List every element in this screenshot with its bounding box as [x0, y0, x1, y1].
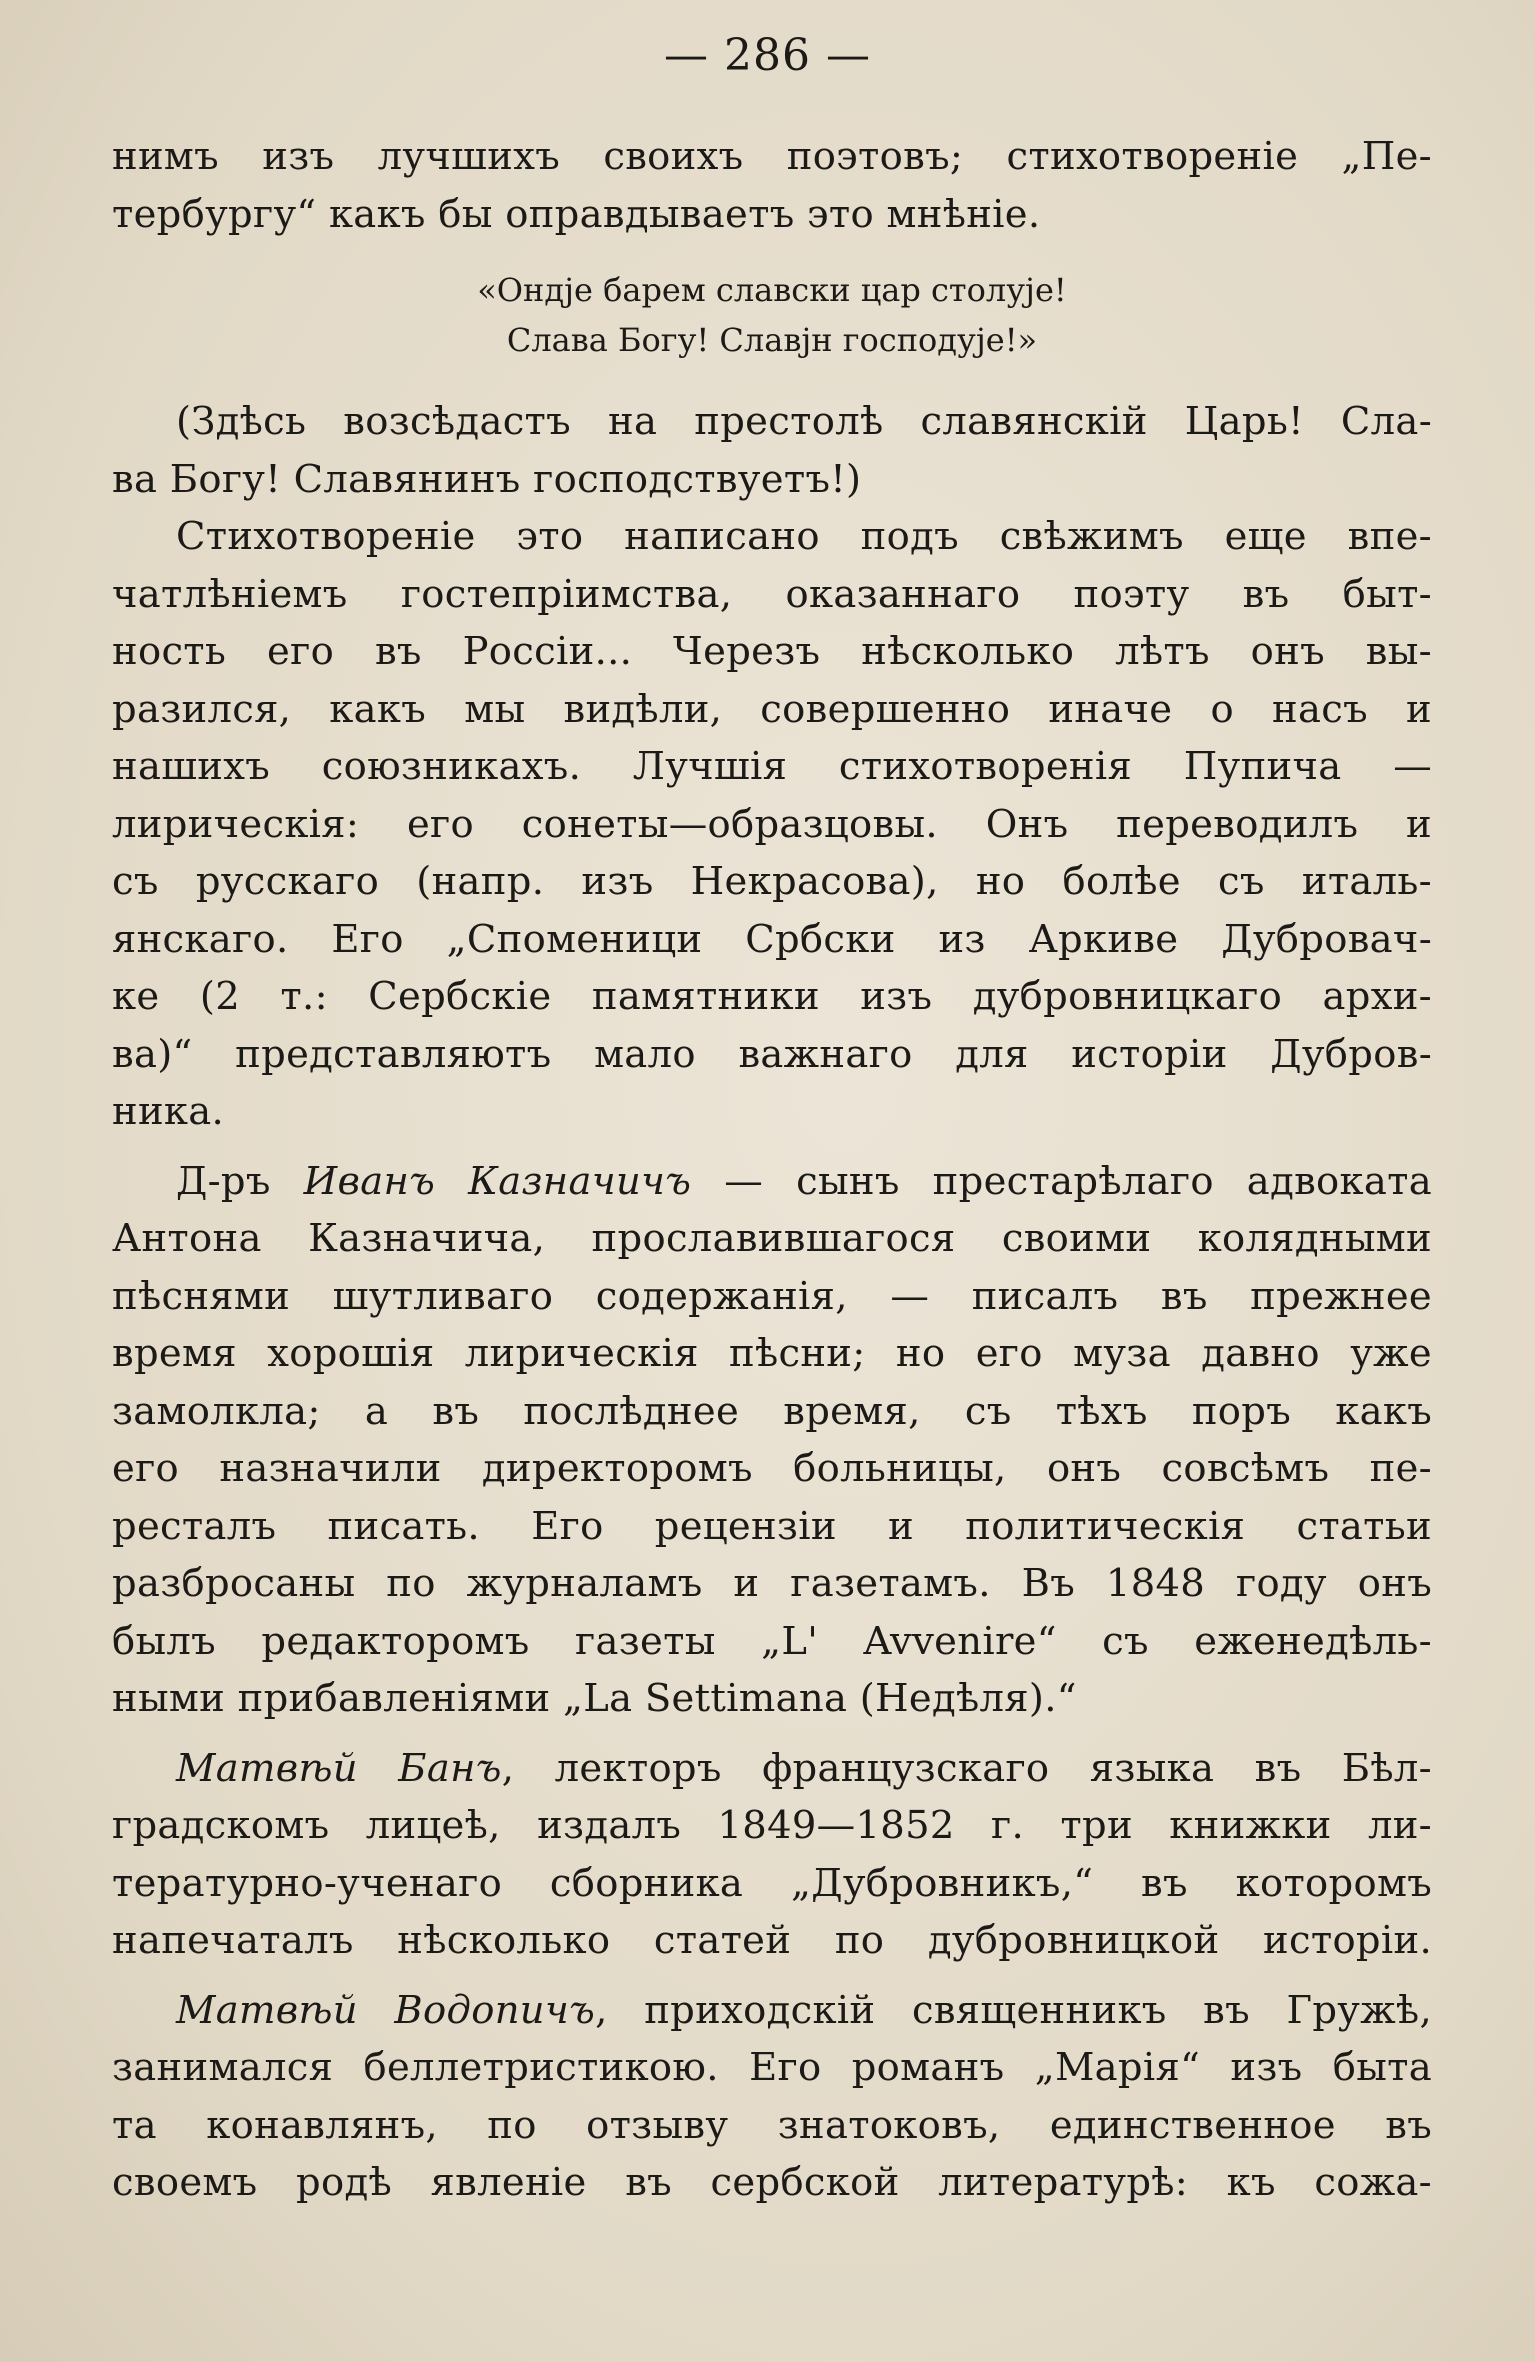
person-name: Иванъ Казначичъ [303, 1158, 692, 1204]
text-line: та конавлянъ, по отзыву знатоковъ, единственное въ [112, 2102, 1432, 2148]
text-line [112, 1982, 1432, 2040]
poem-line: Слава Богу! Славјн господује!» [506, 321, 1038, 359]
text-line: его назначили директоромъ больницы, онъ совсѣмъ пе- [112, 1446, 1432, 1491]
text-line: Антона Казначича, прославившагося своими колядными [112, 1216, 1432, 1261]
text-line: градскомъ лицеѣ, издалъ 1849—1852 г. три книжки ли- [112, 1803, 1432, 1848]
text-line: занимался беллетристикою. Его романъ „Марія“ изъ быта [112, 2045, 1432, 2090]
text-line: ва Богу! Славянинъ господствуетъ!) [112, 456, 862, 502]
intro-paragraph [112, 128, 1432, 243]
page-body [112, 128, 1432, 2212]
page-number: — 286 — [664, 30, 871, 81]
poem-quote [112, 265, 1432, 365]
text-line: чатлѣніемъ гостепріимства, оказаннаго поэту въ быт- [112, 571, 1432, 617]
text-line: янскаго. Его „Споменици Србски из Аркиве Дубровач- [112, 916, 1432, 962]
text-line: нашихъ союзникахъ. Лучшія стихотворенія Пупича — [112, 744, 1432, 789]
text-line: пѣснями шутливаго содержанія, — писалъ въ прежнее [112, 1273, 1432, 1319]
text-run: Д-ръ [176, 1158, 304, 1204]
text-line: нимъ изъ лучшихъ своихъ поэтовъ; стихотвореніе „Пе- [112, 134, 1432, 179]
poem-line: «Ондје барем славски цар столује! [477, 271, 1067, 309]
person-name: Матвѣй Водопичъ [176, 1987, 596, 2033]
person-name: Матвѣй Банъ [176, 1745, 502, 1791]
text-run: , лекторъ французскаго языка въ Бѣл- [501, 1745, 1432, 1791]
text-line: напечаталъ нѣсколько статей по дубровницкой исторіи. [112, 1918, 1432, 1963]
text-line: время хорошія лирическія пѣсни; но его муза давно уже [112, 1331, 1432, 1376]
text-line: Стихотвореніе это написано подъ свѣжимъ еще впе- [176, 514, 1432, 559]
text-line: ресталъ писать. Его рецензіи и политическія статьи [112, 1503, 1432, 1549]
text-line: ке (2 т.: Сербскіе памятники изъ дубровницкаго архи- [112, 974, 1432, 1019]
text-line: тербургу“ какъ бы оправдываетъ это мнѣніе. [112, 191, 1041, 237]
text-line: ника. [112, 1089, 225, 1134]
text-line: лирическія: его сонеты—образцовы. Онъ переводилъ и [112, 801, 1432, 847]
text-line: разился, какъ мы видѣли, совершенно иначе о насъ и [112, 686, 1432, 732]
paragraph-pupich [112, 508, 1432, 1141]
text-line: ными прибавленіями „La Settimana (Недѣля).“ [112, 1676, 1077, 1721]
text-line: (Здѣсь возсѣдастъ на престолѣ славянскій Царь! Сла- [176, 399, 1432, 444]
paragraph-ban [112, 1740, 1432, 1970]
text-line: съ русскаго (напр. изъ Некрасова), но болѣе съ италь- [112, 859, 1432, 904]
text-line: ва)“ представляютъ мало важнаго для исторіи Дубров- [112, 1031, 1432, 1077]
text-line: своемъ родѣ явленіе въ сербской литературѣ: къ сожа- [112, 2160, 1432, 2205]
text-line [112, 1153, 1432, 1211]
text-run: , приходскій священникъ въ Гружѣ, [595, 1987, 1432, 2033]
paragraph-kaznachich [112, 1153, 1432, 1728]
text-line: ность его въ Россіи... Черезъ нѣсколько лѣтъ онъ вы- [112, 629, 1432, 674]
paragraph-vodopich [112, 1982, 1432, 2212]
text-line: былъ редакторомъ газеты „L' Avvenire“ съ еженедѣль- [112, 1618, 1432, 1664]
text-line [112, 1740, 1432, 1798]
text-line: тературно-ученаго сборника „Дубровникъ,“ въ которомъ [112, 1860, 1432, 1906]
text-line: разбросаны по журналамъ и газетамъ. Въ 1848 году онъ [112, 1561, 1432, 1606]
translation-paragraph [112, 393, 1432, 508]
text-line: замолкла; а въ послѣднее время, съ тѣхъ поръ какъ [112, 1388, 1432, 1434]
text-run: — сынъ престарѣлаго адвоката [691, 1158, 1432, 1204]
